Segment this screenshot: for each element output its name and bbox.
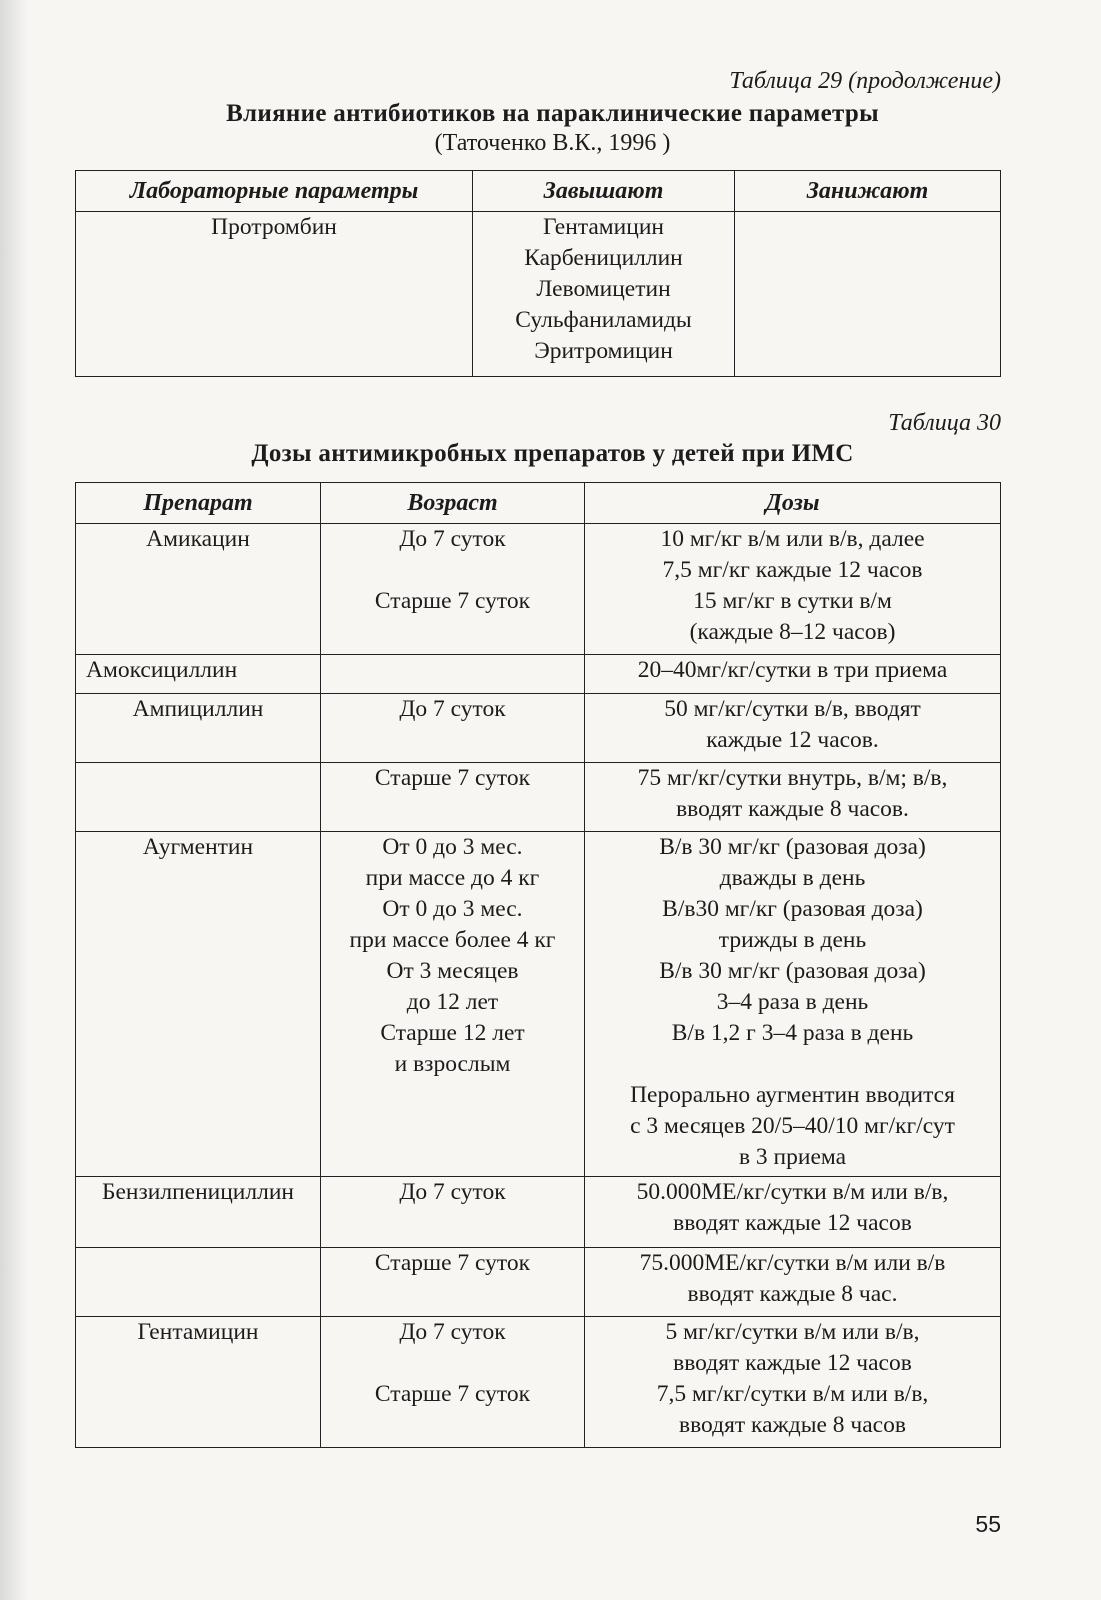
age-text: Старше 7 суток — [374, 1250, 531, 1276]
table29-source: (Таточенко В.К., 1996 ) — [434, 130, 671, 156]
table29-title: Влияние антибиотиков на параклинические параметры — [226, 100, 879, 127]
dose-text: В/в 30 мг/кг (разовая доза) — [659, 958, 926, 984]
age-cell — [321, 1317, 585, 1448]
age-text: От 0 до 3 мес. — [382, 834, 523, 860]
age-cell — [321, 763, 585, 832]
drug-cell — [76, 655, 321, 694]
age-text: От 0 до 3 мес. — [382, 896, 523, 922]
drug-name: Амоксициллин — [86, 657, 238, 683]
table-row — [76, 832, 1001, 1177]
age-text: До 7 суток — [399, 696, 506, 722]
dose-cell — [585, 524, 1001, 655]
age-text: Старше 7 суток — [374, 765, 531, 791]
drug-cell — [76, 524, 321, 655]
drug-name: Бензилпенициллин — [101, 1179, 294, 1205]
age-text: при массе более 4 кг — [349, 927, 556, 953]
table29-raise-cell — [473, 212, 735, 377]
table30-header-drug: Препарат — [76, 483, 321, 524]
table29-header-row — [76, 171, 1001, 212]
dose-text: в 3 приема — [738, 1144, 847, 1170]
age-text: и взрослым — [394, 1051, 511, 1077]
dose-text: В/в 30 мг/кг (разовая доза) — [659, 834, 926, 860]
table-row — [76, 655, 1001, 694]
table-row — [76, 1317, 1001, 1448]
param-name: Протромбин — [211, 214, 337, 240]
age-text: Старше 7 суток — [374, 588, 531, 614]
dose-text: вводят каждые 12 часов — [673, 1210, 912, 1236]
drug-cell — [76, 1177, 321, 1248]
age-text: До 7 суток — [399, 1319, 506, 1345]
age-text: От 3 месяцев — [386, 958, 519, 984]
raise-item: Гентамицин — [543, 214, 664, 240]
drug-name: Ампициллин — [132, 696, 264, 722]
dose-text: 7,5 мг/кг каждые 12 часов — [662, 557, 923, 583]
age-cell — [321, 524, 585, 655]
age-cell — [321, 655, 585, 694]
dose-text: 20–40мг/кг/сутки в три приема — [637, 657, 948, 683]
dose-text: 50 мг/кг/сутки в/в, вводят — [664, 696, 921, 722]
age-cell — [321, 1177, 585, 1248]
table29-lower-cell — [735, 212, 1001, 377]
drug-name: Гентамицин — [137, 1319, 259, 1345]
dose-text: 5 мг/кг/сутки в/м или в/в, — [665, 1319, 920, 1345]
dose-text: 75.000МЕ/кг/сутки в/м или в/в — [639, 1250, 946, 1276]
dose-text: вводят каждые 12 часов — [673, 1350, 912, 1376]
drug-name: Аугментин — [142, 834, 254, 860]
page-number: 55 — [975, 1511, 1001, 1537]
dose-text: Перорально аугментин вводится — [630, 1082, 955, 1108]
table29-header-lower: Занижают — [735, 171, 1001, 212]
dose-text: (каждые 8–12 часов) — [689, 619, 896, 645]
drug-cell — [76, 1248, 321, 1317]
dose-text: с 3 месяцев 20/5–40/10 мг/кг/сут — [630, 1113, 955, 1139]
dose-text: В/в 1,2 г 3–4 раза в день — [671, 1020, 914, 1046]
dose-text: дважды в день — [719, 865, 866, 891]
dose-text: 7,5 мг/кг/сутки в/м или в/в, — [656, 1381, 929, 1407]
dose-text: трижды в день — [718, 927, 867, 953]
dose-cell — [585, 1177, 1001, 1248]
table-row — [76, 524, 1001, 655]
age-text: Старше 7 суток — [374, 1381, 531, 1407]
dose-text: 75 мг/кг/сутки внутрь, в/м; в/в, — [637, 765, 948, 791]
dose-text: 10 мг/кг в/м или в/в, далее — [660, 526, 925, 552]
dose-cell — [585, 694, 1001, 763]
table30-caption: Таблица 30 — [888, 410, 1001, 436]
table29-header-params: Лабораторные параметры — [76, 171, 473, 212]
drug-cell — [76, 1317, 321, 1448]
table29-caption: Таблица 29 (продолжение) — [729, 68, 1001, 94]
raise-item: Эритромицин — [534, 338, 673, 364]
age-cell — [321, 832, 585, 1177]
raise-item: Карбенициллин — [524, 245, 683, 271]
dose-text: 15 мг/кг в сутки в/м — [693, 588, 892, 614]
table-row — [76, 1177, 1001, 1248]
age-text: До 7 суток — [399, 1179, 506, 1205]
table-row — [76, 212, 1001, 377]
drug-cell — [76, 763, 321, 832]
drug-name: Амикацин — [146, 526, 250, 552]
dose-text: вводят каждые 8 час. — [687, 1281, 898, 1307]
raise-item: Сульфаниламиды — [515, 307, 692, 333]
raise-item: Левомицетин — [536, 276, 671, 302]
dose-cell — [585, 655, 1001, 694]
dose-text: каждые 12 часов. — [706, 727, 879, 753]
drug-cell — [76, 832, 321, 1177]
table-row — [76, 763, 1001, 832]
table30-header-dose: Дозы — [585, 483, 1001, 524]
dose-text: вводят каждые 8 часов. — [676, 796, 909, 822]
dose-text: 50.000МЕ/кг/сутки в/м или в/в, — [636, 1179, 949, 1205]
age-cell — [321, 694, 585, 763]
age-cell — [321, 1248, 585, 1317]
table30-title: Дозы антимикробных препаратов у детей при ИМС — [251, 440, 854, 467]
table30-header-row — [76, 483, 1001, 524]
drug-cell — [76, 694, 321, 763]
age-text: до 12 лет — [406, 989, 499, 1015]
table30-header-age: Возраст — [321, 483, 585, 524]
dose-cell — [585, 763, 1001, 832]
dose-cell — [585, 832, 1001, 1177]
dose-text: вводят каждые 8 часов — [679, 1412, 906, 1438]
scan-edge-shadow — [0, 0, 28, 1600]
age-text: Старше 12 лет — [380, 1020, 525, 1046]
table29-param-cell — [76, 212, 473, 377]
table30 — [75, 482, 1001, 1448]
age-text: при массе до 4 кг — [365, 865, 540, 891]
table-row — [76, 1248, 1001, 1317]
dose-text: 3–4 раза в день — [716, 989, 869, 1015]
age-text: До 7 суток — [399, 526, 506, 552]
dose-cell — [585, 1317, 1001, 1448]
table29-header-raise: Завышают — [473, 171, 735, 212]
dose-cell — [585, 1248, 1001, 1317]
dose-text: В/в30 мг/кг (разовая доза) — [662, 896, 923, 922]
table-row — [76, 694, 1001, 763]
table29 — [75, 170, 1001, 377]
